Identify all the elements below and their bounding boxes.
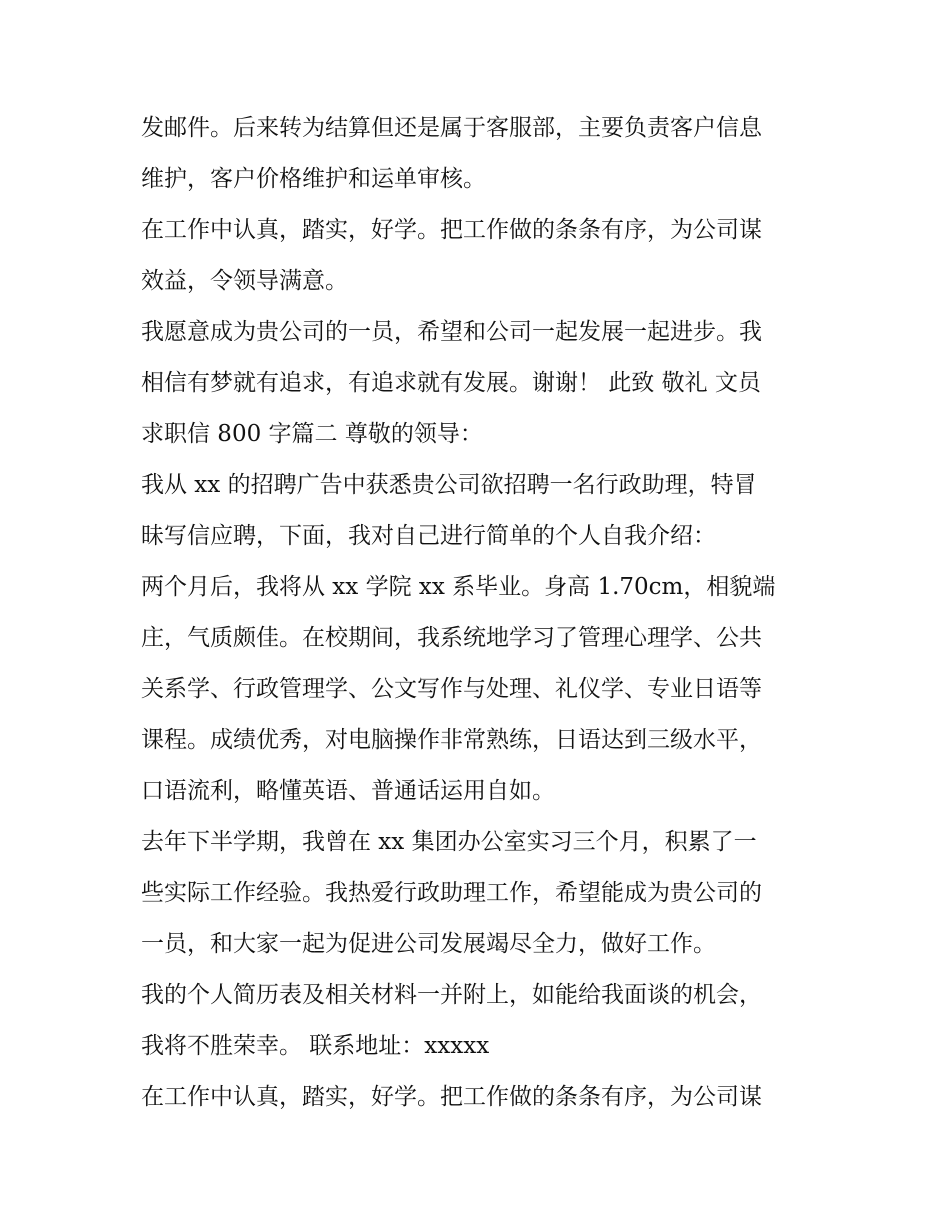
text-line: 一员，和大家一起为促进公司发展竭尽全力，做好工作。: [141, 931, 716, 957]
text-line: 昧写信应聘，下面，我对自己进行简单的个人自我介绍：: [141, 523, 716, 549]
text-line: 关系学、行政管理学、公文写作与处理、礼仪学、专业日语等: [141, 676, 762, 702]
text-line: 我愿意成为贵公司的一员，希望和公司一起发展一起进步。我: [141, 319, 762, 345]
text-line: 在工作中认真，踏实，好学。把工作做的条条有序，为公司谋: [141, 1084, 762, 1110]
text-line: 些实际工作经验。我热爱行政助理工作，希望能成为贵公司的: [141, 880, 762, 906]
text-line: 相信有梦就有追求，有追求就有发展。谢谢！ 此致 敬礼 文员: [141, 370, 761, 396]
text-line: 发邮件。后来转为结算但还是属于客服部，主要负责客户信息: [141, 115, 762, 141]
text-line: 口语流利，略懂英语、普通话运用自如。: [141, 778, 555, 804]
body-text: [141, 103, 821, 1123]
text-line: 维护，客户价格维护和运单审核。: [141, 166, 486, 192]
text-line: 效益，令领导满意。: [141, 268, 348, 294]
text-line: 求职信 800 字篇二 尊敬的领导：: [141, 421, 483, 447]
text-line: 课程。成绩优秀，对电脑操作非常熟练，日语达到三级水平，: [141, 727, 762, 753]
text-line: 两个月后，我将从 xx 学院 xx 系毕业。身高 1.70cm，相貌端: [141, 574, 776, 600]
text-line: 我的个人简历表及相关材料一并附上，如能给我面谈的机会，: [141, 982, 762, 1008]
text-line: 我从 xx 的招聘广告中获悉贵公司欲招聘一名行政助理，特冒: [141, 472, 757, 498]
text-line: 我将不胜荣幸。 联系地址：xxxxx: [141, 1033, 490, 1059]
text-line: 去年下半学期，我曾在 xx 集团办公室实习三个月，积累了一: [141, 829, 757, 855]
text-line: 庄，气质颇佳。在校期间，我系统地学习了管理心理学、公共: [141, 625, 762, 651]
text-line: 在工作中认真，踏实，好学。把工作做的条条有序，为公司谋: [141, 217, 762, 243]
